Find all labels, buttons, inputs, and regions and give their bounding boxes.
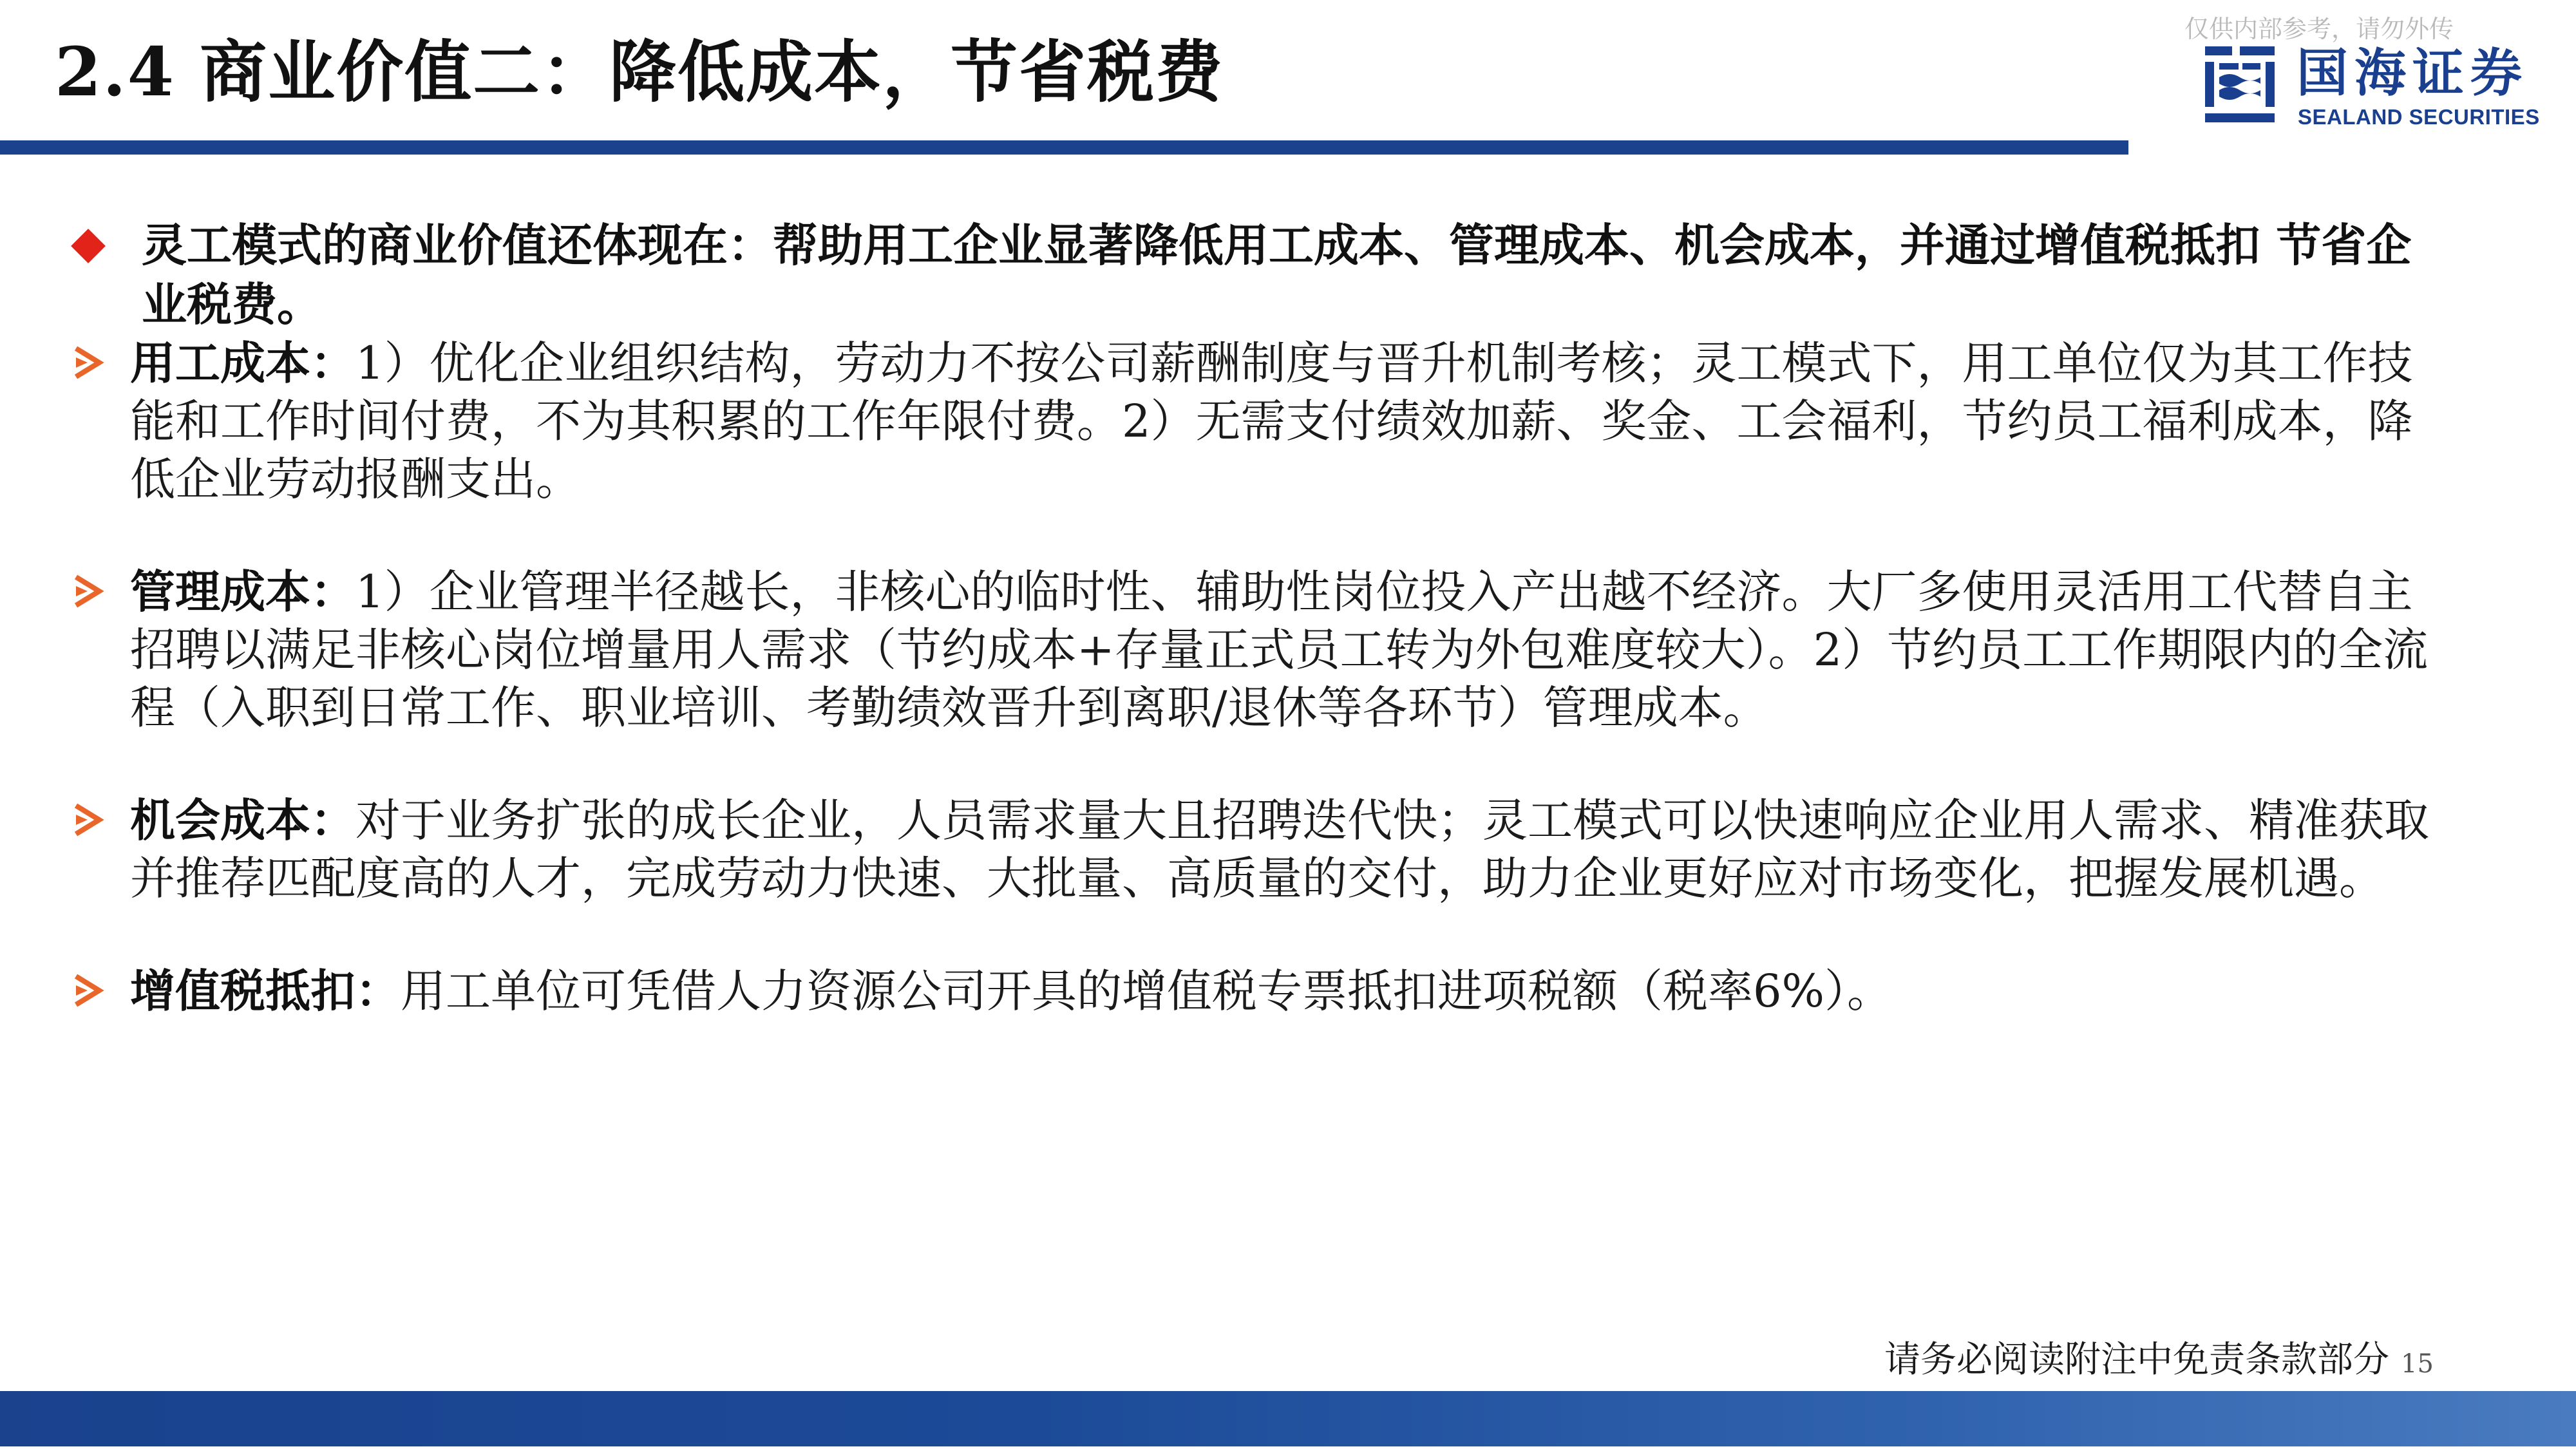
footer-bar — [0, 1391, 2576, 1446]
list-item-label: 增值税抵扣： — [130, 964, 401, 1018]
list-item-label: 机会成本： — [130, 793, 355, 847]
list-item-label: 用工成本： — [130, 336, 355, 390]
list-item-text: 用工单位可凭借人力资源公司开具的增值税专票抵扣进项税额（税率6%）。 — [401, 965, 1893, 1018]
slide-content — [64, 216, 2441, 1020]
list-item-text: 1）企业管理半径越长，非核心的临时性、辅助性岗位投入产出越不经济。大厂多使用灵活用工代替自主招聘以满足非核心岗位增量用人需求（节约成本+存量正式员工转为外包难度较大）。2）节约员工工作期限内的全流程（入职到日常工作、职业培训、考勤绩效晋升到离职/退休等各环节）管理成本。 — [130, 565, 2429, 734]
page-number: 15 — [2401, 1349, 2434, 1379]
lead-paragraph — [64, 216, 2441, 334]
list-item-text: 对于业务扩张的成长企业，人员需求量大且招聘迭代快；灵工模式可以快速响应企业用人需求、精准获取并推荐匹配度高的人才，完成劳动力快速、大批量、高质量的交付，助力企业更好应对市场变化，把握发展机遇。 — [130, 794, 2429, 905]
header-divider — [0, 140, 2128, 155]
company-logo — [2201, 43, 2562, 139]
list-item-vat-deduction — [64, 962, 2441, 1020]
list-item-opportunity-cost — [64, 791, 2441, 907]
list-item-text: 1）优化企业组织结构，劳动力不按公司薪酬制度与晋升机制考核；灵工模式下，用工单位仅为其工作技能和工作时间付费，不为其积累的工作年限付费。2）无需支付绩效加薪、奖金、工会福利，节约员工福利成本，降低企业劳动报酬支出。 — [130, 337, 2413, 506]
logo-name-en: SEALAND SECURITIES — [2298, 105, 2540, 129]
list-item-labor-cost — [64, 334, 2441, 508]
footer-disclaimer: 请务必阅读附注中免责条款部分 — [1884, 1339, 2389, 1381]
sealand-logo-icon — [2201, 43, 2278, 126]
chevron-right-icon — [71, 800, 107, 839]
lead-text: 灵工模式的商业价值还体现在：帮助用工企业显著降低用工成本、管理成本、机会成本，并通过增值税抵扣 节省企业税费。 — [142, 218, 2412, 331]
chevron-right-icon — [71, 971, 107, 1010]
logo-name-cn: 国海证券 — [2297, 43, 2528, 103]
list-item-management-cost — [64, 563, 2441, 737]
diamond-bullet-icon — [71, 229, 106, 263]
watermark-text: 仅供内部参考，请勿外传 — [2184, 15, 2454, 43]
chevron-right-icon — [71, 572, 107, 611]
chevron-right-icon — [71, 343, 107, 382]
list-item-label: 管理成本： — [130, 565, 355, 618]
page-title: 2.4 商业价值二：降低成本，节省税费 — [55, 32, 1224, 111]
